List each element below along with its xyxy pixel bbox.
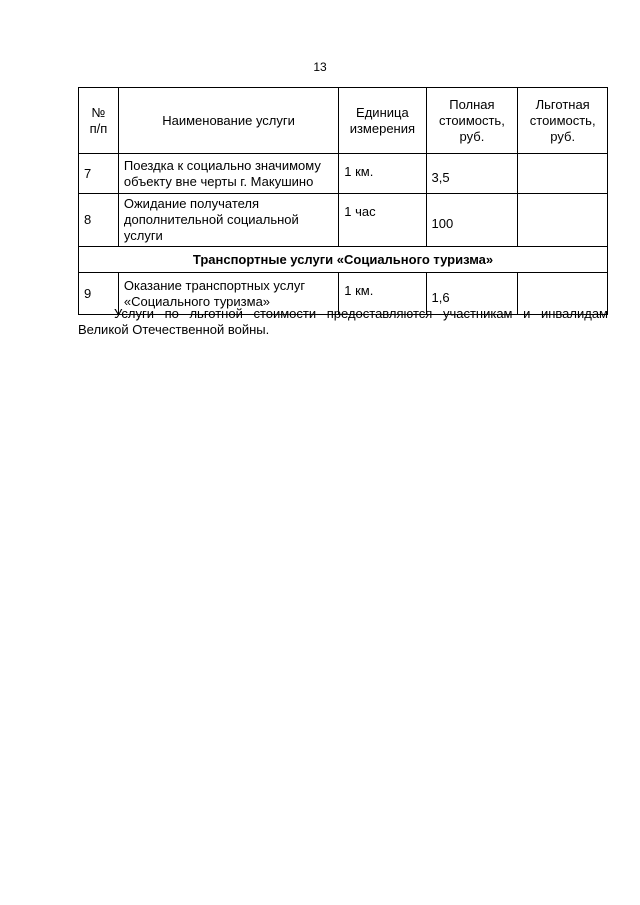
header-num: № п/п [79, 88, 119, 154]
cell-full-price: 100 [426, 194, 518, 247]
section-title: Транспортные услуги «Социального туризма» [79, 247, 608, 273]
cell-pref-price [518, 154, 608, 194]
cell-name: Ожидание получателя дополнительной социальной услуги [118, 194, 338, 247]
table-row [79, 154, 608, 194]
cell-full-price: 1,6 [426, 273, 518, 315]
header-pref-price: Льготная стоимость, руб. [518, 88, 608, 154]
page-number: 13 [313, 60, 327, 74]
cell-full-price: 3,5 [426, 154, 518, 194]
cell-unit: 1 км. [339, 273, 426, 315]
header-full-price: Полная стоимость, руб. [426, 88, 518, 154]
header-name: Наименование услуги [118, 88, 338, 154]
services-table [78, 87, 608, 315]
cell-unit: 1 час [339, 194, 426, 247]
footnote: Услуги по льготной стоимости предоставляются участникам и инвалидам Великой Отечественной войны. [78, 306, 608, 337]
table-row [79, 194, 608, 247]
table-header-row [79, 88, 608, 154]
section-header-row [79, 247, 608, 273]
cell-name: Поездка к социально значимому объекту вне черты г. Макушино [118, 154, 338, 194]
cell-num: 7 [79, 154, 119, 194]
cell-num: 9 [79, 273, 119, 315]
cell-num: 8 [79, 194, 119, 247]
cell-unit: 1 км. [339, 154, 426, 194]
cell-name: Оказание транспортных услуг «Социального туризма» [118, 273, 338, 315]
cell-pref-price [518, 194, 608, 247]
header-unit: Единица измерения [339, 88, 426, 154]
